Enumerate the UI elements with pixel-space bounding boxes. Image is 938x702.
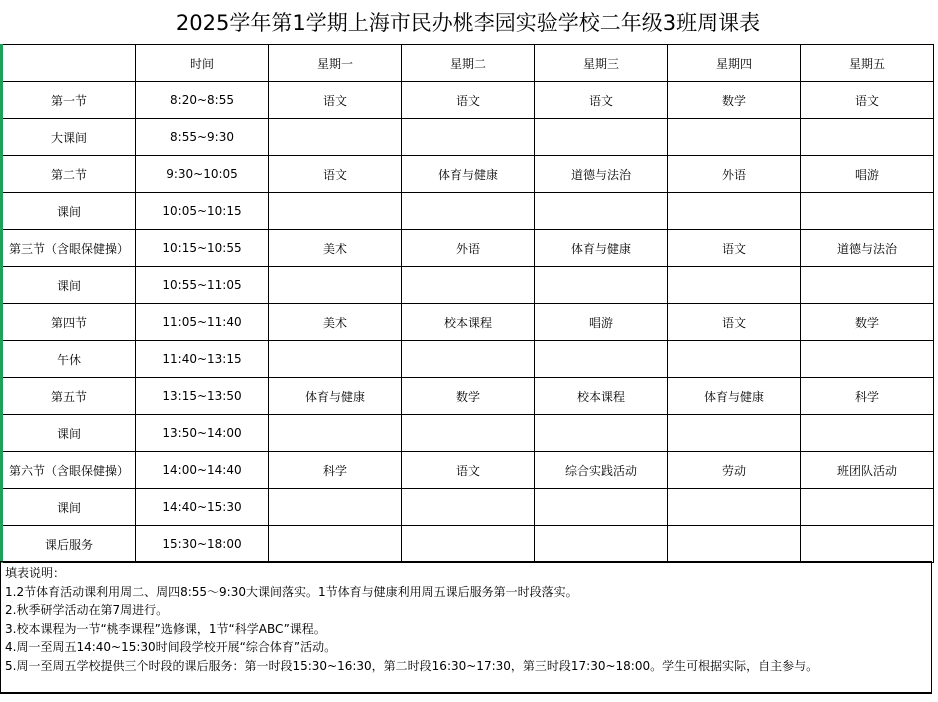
cell-tue[interactable] [402,267,535,304]
timetable-grid [0,44,934,563]
cell-time[interactable]: 13:50~14:00 [136,415,269,452]
cell-fri[interactable]: 道德与法治 [801,230,934,267]
cell-wed[interactable] [535,119,668,156]
cell-thu[interactable] [668,119,801,156]
cell-tue[interactable]: 外语 [402,230,535,267]
table-row [2,193,934,230]
note-line: 2.秋季研学活动在第7周进行。 [5,603,169,617]
cell-time[interactable]: 13:15~13:50 [136,378,269,415]
cell-time[interactable]: 10:05~10:15 [136,193,269,230]
cell-wed[interactable]: 语文 [535,82,668,119]
note-line: 5.周一至周五学校提供三个时段的课后服务：第一时段15:30~16:30，第二时段16:30~17:30，第三时段17:30~18:00。学生可根据实际，自主参与。 [5,658,819,673]
cell-thu[interactable]: 语文 [668,304,801,341]
page-title[interactable]: 2025学年第1学期上海市民办桃李园实验学校二年级3班周课表 [175,11,761,35]
cell-fri[interactable] [801,341,934,378]
cell-tue[interactable] [402,489,535,526]
note-line: 1.2节体育活动课利用周二、周四8:55～9:30大课间落实。1节体育与健康利用周五课后服务第一时段落实。 [5,584,578,599]
header-cell-thu[interactable]: 星期四 [668,45,801,82]
cell-tue[interactable] [402,341,535,378]
cell-time[interactable]: 14:00~14:40 [136,452,269,489]
table-row [2,82,934,119]
cell-thu[interactable] [668,193,801,230]
table-row [2,267,934,304]
cell-tue[interactable]: 校本课程 [402,304,535,341]
cell-tue[interactable]: 语文 [402,452,535,489]
table-row [2,341,934,378]
cell-fri[interactable] [801,119,934,156]
cell-mon[interactable]: 美术 [269,304,402,341]
cell-thu[interactable]: 数学 [668,82,801,119]
cell-fri[interactable]: 班团队活动 [801,452,934,489]
header-cell-mon[interactable]: 星期一 [269,45,402,82]
note-line: 3.校本课程为一节“桃李课程”选修课，1节“科学ABC”课程。 [5,621,326,636]
cell-fri[interactable] [801,415,934,452]
cell-tue[interactable] [402,119,535,156]
cell-time[interactable]: 10:55~11:05 [136,267,269,304]
cell-fri[interactable] [801,526,934,563]
cell-thu[interactable]: 外语 [668,156,801,193]
table-row [2,415,934,452]
cell-period[interactable]: 午休 [2,341,136,378]
table-row [2,452,934,489]
cell-tue[interactable]: 体育与健康 [402,156,535,193]
cell-fri[interactable]: 数学 [801,304,934,341]
cell-thu[interactable] [668,526,801,563]
cell-wed[interactable] [535,415,668,452]
cell-mon[interactable] [269,267,402,304]
table-row [2,230,934,267]
header-cell-wed[interactable]: 星期三 [535,45,668,82]
cell-wed[interactable]: 唱游 [535,304,668,341]
cell-fri[interactable]: 语文 [801,82,934,119]
cell-period[interactable]: 第二节 [2,156,136,193]
cell-wed[interactable] [535,267,668,304]
cell-period[interactable]: 课间 [2,489,136,526]
cell-thu[interactable] [668,341,801,378]
table-row [2,119,934,156]
cell-mon[interactable] [269,119,402,156]
cell-wed[interactable] [535,526,668,563]
cell-fri[interactable] [801,267,934,304]
cell-period[interactable]: 第三节（含眼保健操） [2,230,136,267]
cell-tue[interactable] [402,526,535,563]
cell-tue[interactable] [402,415,535,452]
cell-wed[interactable]: 校本课程 [535,378,668,415]
cell-mon[interactable]: 美术 [269,230,402,267]
cell-wed[interactable]: 综合实践活动 [535,452,668,489]
header-cell-fri[interactable]: 星期五 [801,45,934,82]
cell-thu[interactable] [668,415,801,452]
cell-thu[interactable] [668,267,801,304]
cell-period[interactable]: 课间 [2,193,136,230]
cell-period[interactable]: 第六节（含眼保健操） [2,452,136,489]
header-cell-period[interactable] [2,45,136,82]
cell-fri[interactable]: 科学 [801,378,934,415]
cell-mon[interactable]: 科学 [269,452,402,489]
cell-time[interactable]: 11:05~11:40 [136,304,269,341]
cell-mon[interactable] [269,489,402,526]
cell-thu[interactable]: 体育与健康 [668,378,801,415]
cell-time[interactable]: 14:40~15:30 [136,489,269,526]
header-cell-time[interactable]: 时间 [136,45,269,82]
cell-period[interactable]: 第一节 [2,82,136,119]
header-row [2,45,934,82]
cell-wed[interactable]: 体育与健康 [535,230,668,267]
cell-wed[interactable]: 道德与法治 [535,156,668,193]
cell-mon[interactable]: 体育与健康 [269,378,402,415]
notes-heading: 填表说明： [5,566,66,580]
cell-thu[interactable]: 劳动 [668,452,801,489]
cell-tue[interactable]: 语文 [402,82,535,119]
cell-time[interactable]: 9:30~10:05 [136,156,269,193]
notes-section[interactable] [0,561,932,694]
table-row [2,304,934,341]
cell-mon[interactable]: 语文 [269,82,402,119]
cell-wed[interactable] [535,341,668,378]
table-row [2,489,934,526]
cell-time[interactable]: 15:30~18:00 [136,526,269,563]
cell-mon[interactable] [269,415,402,452]
cell-time[interactable]: 8:55~9:30 [136,119,269,156]
header-cell-tue[interactable]: 星期二 [402,45,535,82]
cell-wed[interactable] [535,193,668,230]
cell-tue[interactable] [402,193,535,230]
cell-thu[interactable] [668,489,801,526]
cell-mon[interactable]: 语文 [269,156,402,193]
table-row [2,526,934,563]
cell-time[interactable]: 10:15~10:55 [136,230,269,267]
table-row [2,378,934,415]
cell-period[interactable]: 课后服务 [2,526,136,563]
cell-fri[interactable] [801,489,934,526]
cell-period[interactable]: 第四节 [2,304,136,341]
table-row [2,156,934,193]
cell-thu[interactable]: 语文 [668,230,801,267]
cell-period[interactable]: 第五节 [2,378,136,415]
cell-time[interactable]: 8:20~8:55 [136,82,269,119]
cell-fri[interactable] [801,193,934,230]
cell-period[interactable]: 大课间 [2,119,136,156]
cell-wed[interactable] [535,489,668,526]
cell-period[interactable]: 课间 [2,415,136,452]
cell-mon[interactable] [269,526,402,563]
cell-mon[interactable] [269,193,402,230]
cell-period[interactable]: 课间 [2,267,136,304]
cell-tue[interactable]: 数学 [402,378,535,415]
note-line: 4.周一至周五14:40~15:30时间段学校开展“综合体育”活动。 [5,640,337,654]
cell-time[interactable]: 11:40~13:15 [136,341,269,378]
cell-fri[interactable]: 唱游 [801,156,934,193]
cell-mon[interactable] [269,341,402,378]
